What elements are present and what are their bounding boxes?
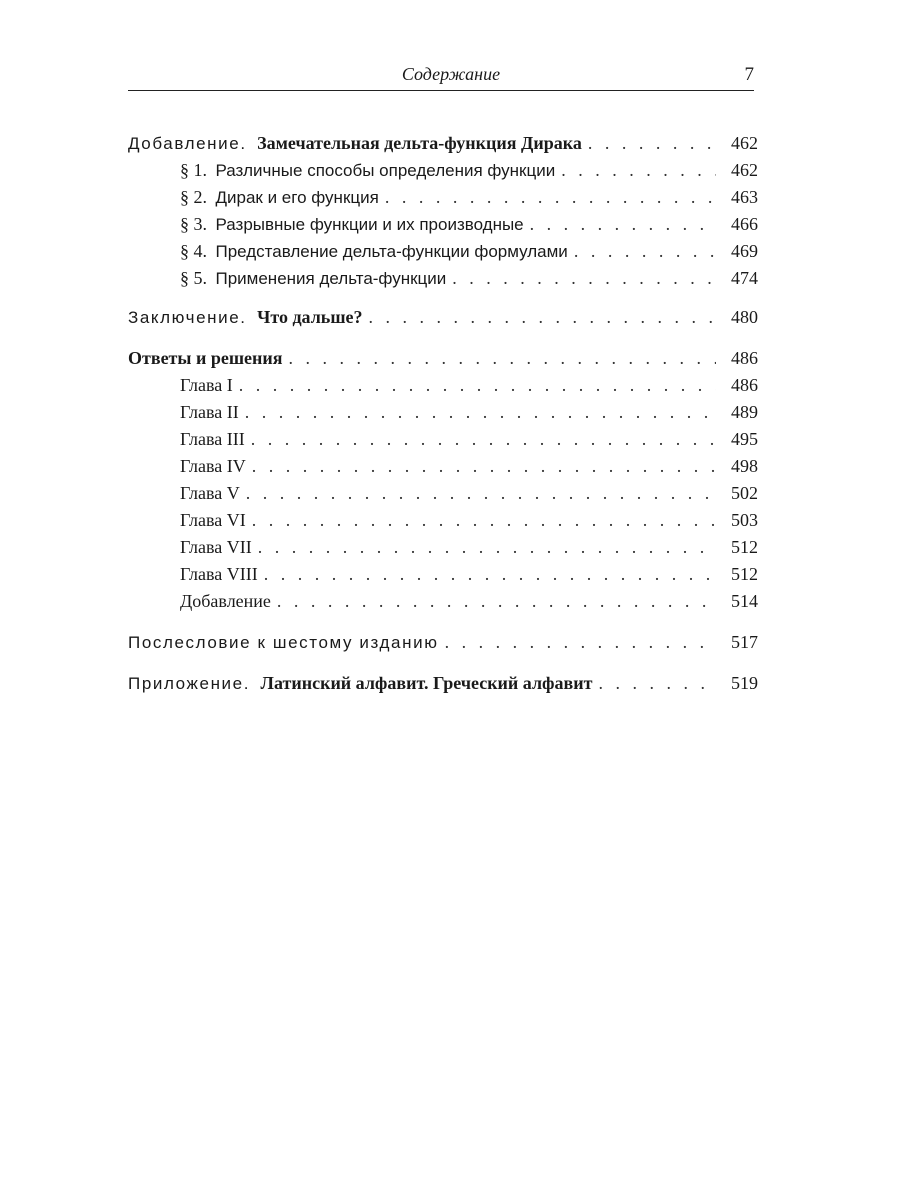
entry-page: 462 [731, 160, 758, 180]
dot-leader [258, 534, 716, 560]
dot-leader [246, 480, 716, 506]
dot-leader [251, 426, 716, 452]
dot-leader [264, 561, 716, 587]
section-title: Различные способы определения функции [215, 161, 556, 180]
dot-leader [598, 670, 716, 696]
entry-page: 489 [731, 402, 758, 422]
toc-entry-chapter-5 [180, 480, 758, 506]
entry-title: Замечательная дельта-функция Дирака [257, 133, 582, 153]
header-rule [128, 90, 754, 91]
dot-leader [239, 372, 716, 398]
chapter-title: Глава IV [180, 456, 246, 476]
section-title: Представление дельта-функции формулами [215, 242, 568, 261]
dot-leader [530, 211, 716, 237]
chapter-title: Глава VI [180, 510, 246, 530]
page-number: 7 [744, 64, 754, 85]
chapter-title: Глава I [180, 375, 233, 395]
toc-entry-chapter-2 [180, 399, 758, 425]
entry-prefix: Заключение. [128, 308, 247, 327]
toc-entry-chapter-supplement [180, 588, 758, 614]
dot-leader [452, 265, 716, 291]
chapter-title: Глава II [180, 402, 239, 422]
toc-entry-supplement [128, 130, 758, 156]
toc-entry-section-4 [180, 238, 758, 264]
section-number: § 2. [180, 187, 207, 207]
entry-prefix: Добавление. [128, 134, 247, 153]
toc-entry-chapter-7 [180, 534, 758, 560]
toc-entry-chapter-1 [180, 372, 758, 398]
entry-page: 480 [731, 307, 758, 327]
entry-page: 502 [731, 483, 758, 503]
dot-leader [588, 130, 716, 156]
entry-page: 512 [731, 564, 758, 584]
toc-entry-afterword [128, 629, 758, 655]
toc-entry-section-1 [180, 157, 758, 183]
entry-title: Послесловие к шестому изданию [128, 633, 439, 652]
dot-leader [574, 238, 716, 264]
toc-entry-appendix [128, 670, 758, 696]
section-number: § 4. [180, 241, 207, 261]
page-header [128, 62, 754, 92]
section-number: § 5. [180, 268, 207, 288]
dot-leader [277, 588, 716, 614]
entry-title: Ответы и решения [128, 348, 283, 368]
toc-entry-section-3 [180, 211, 758, 237]
entry-page: 517 [731, 632, 758, 652]
dot-leader [289, 345, 717, 371]
entry-page: 503 [731, 510, 758, 530]
section-number: § 3. [180, 214, 207, 234]
chapter-title: Глава VIII [180, 564, 258, 584]
toc-entry-section-5 [180, 265, 758, 291]
toc-entry-chapter-4 [180, 453, 758, 479]
entry-page: 498 [731, 456, 758, 476]
entry-title: Что дальше? [257, 307, 363, 327]
dot-leader [245, 399, 716, 425]
entry-page: 466 [731, 214, 758, 234]
entry-page: 463 [731, 187, 758, 207]
entry-page: 462 [731, 133, 758, 153]
section-title: Применения дельта-функции [215, 269, 447, 288]
toc-entry-answers [128, 345, 758, 371]
chapter-title: Глава III [180, 429, 245, 449]
toc-entry-section-2 [180, 184, 758, 210]
toc-entry-chapter-3 [180, 426, 758, 452]
entry-page: 519 [731, 673, 758, 693]
dot-leader [252, 507, 716, 533]
dot-leader [561, 157, 716, 183]
entry-page: 512 [731, 537, 758, 557]
chapter-title: Добавление [180, 591, 271, 611]
dot-leader [385, 184, 716, 210]
entry-page: 474 [731, 268, 758, 288]
dot-leader [445, 629, 716, 655]
entry-page: 486 [731, 375, 758, 395]
toc-entry-conclusion [128, 304, 758, 330]
chapter-title: Глава V [180, 483, 240, 503]
running-title: Содержание [401, 64, 501, 84]
dot-leader [252, 453, 716, 479]
section-title: Дирак и его функция [215, 188, 379, 207]
dot-leader [369, 304, 716, 330]
entry-page: 514 [731, 591, 758, 611]
entry-prefix: Приложение. [128, 674, 251, 693]
entry-page: 469 [731, 241, 758, 261]
section-number: § 1. [180, 160, 207, 180]
entry-page: 495 [731, 429, 758, 449]
entry-page: 486 [731, 348, 758, 368]
toc-entry-chapter-8 [180, 561, 758, 587]
section-title: Разрывные функции и их производные [215, 215, 524, 234]
toc-entry-chapter-6 [180, 507, 758, 533]
entry-title: Латинский алфавит. Греческий алфавит [260, 673, 593, 693]
chapter-title: Глава VII [180, 537, 252, 557]
